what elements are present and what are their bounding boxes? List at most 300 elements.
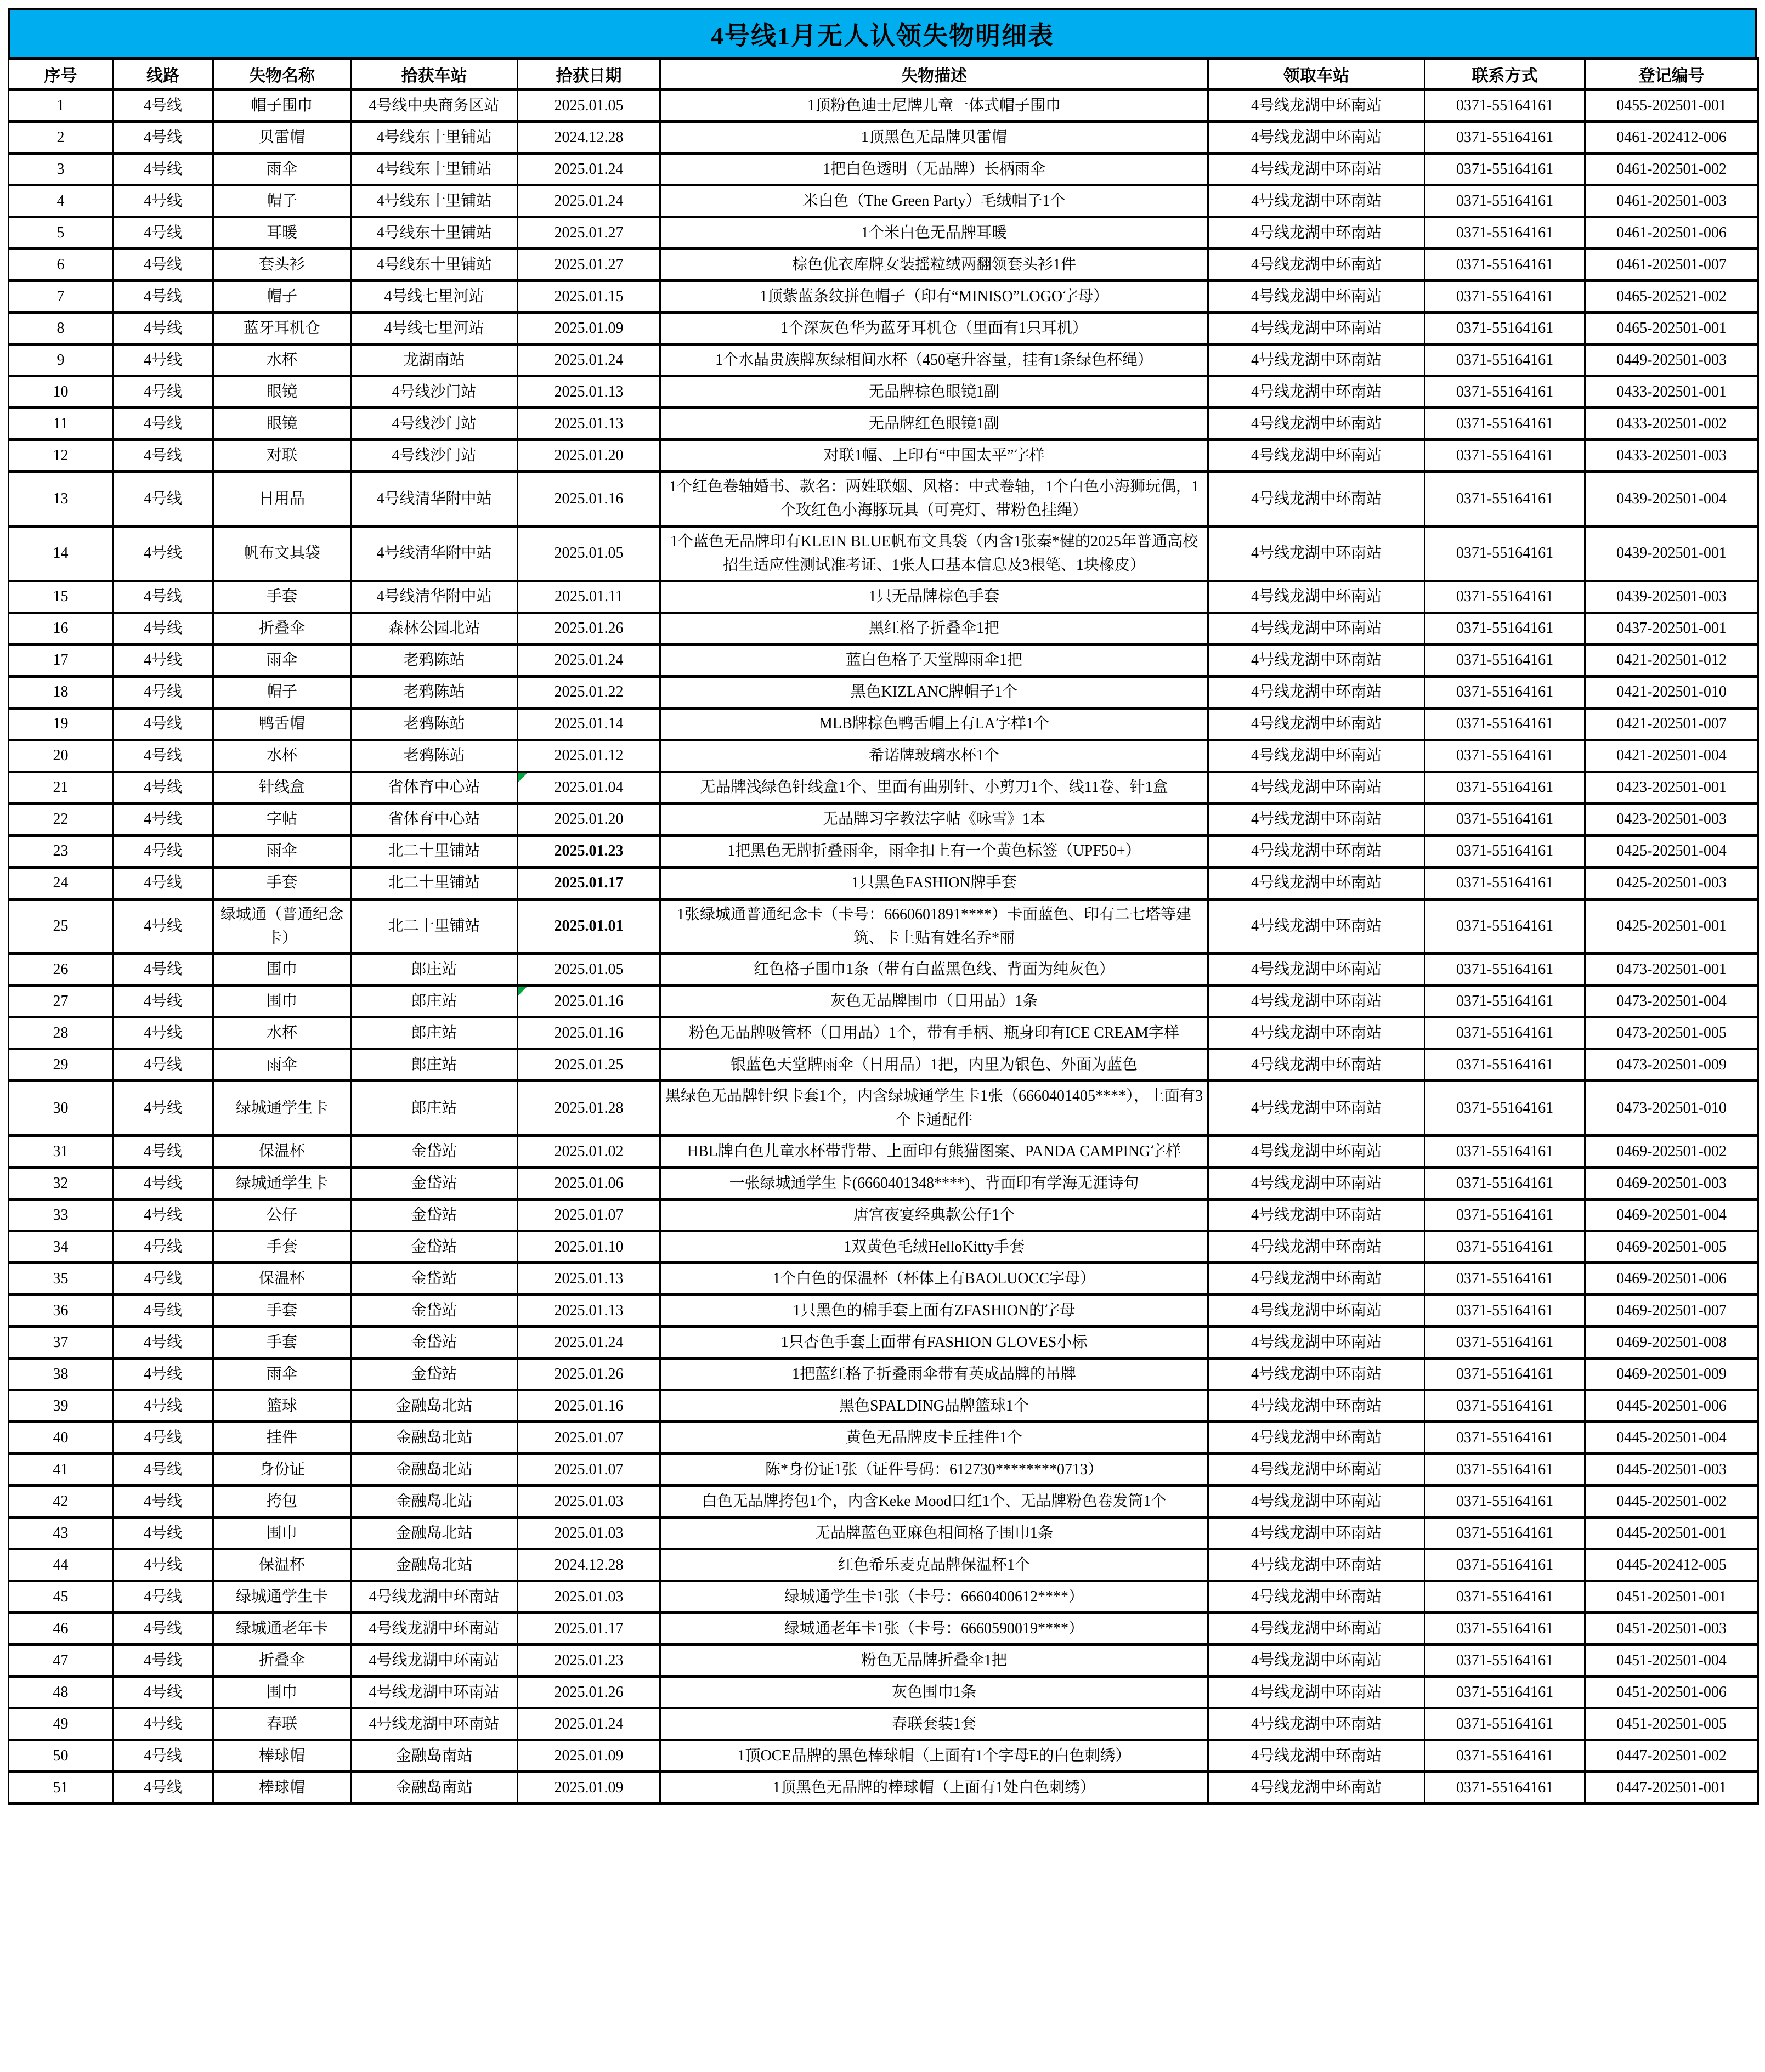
- cell-item-description: 无品牌蓝色亚麻色相间格子围巾1条: [660, 1518, 1208, 1549]
- cell-found-date: 2025.01.09: [518, 1772, 660, 1804]
- cell-registration-id: 0469-202501-006: [1585, 1263, 1758, 1295]
- cell-found-station: 金融岛南站: [351, 1740, 518, 1772]
- table-row: [9, 408, 1758, 440]
- cell-pickup-station: 4号线龙湖中环南站: [1208, 1518, 1425, 1549]
- cell-found-date: 2025.01.04: [518, 772, 660, 803]
- table-row: [9, 472, 1758, 527]
- cell-item-description: 1只黑色FASHION牌手套: [660, 867, 1208, 899]
- cell-item-name: 绿城通（普通纪念卡）: [213, 899, 351, 954]
- cell-found-station: 4号线清华附中站: [351, 472, 518, 527]
- lost-items-table: [8, 57, 1759, 1805]
- cell-item-name: 雨伞: [213, 154, 351, 185]
- cell-pickup-station: 4号线龙湖中环南站: [1208, 1390, 1425, 1422]
- cell-line: 4号线: [113, 154, 213, 185]
- cell-found-date: 2025.01.15: [518, 281, 660, 313]
- cell-registration-id: 0469-202501-009: [1585, 1358, 1758, 1390]
- cell-found-station: 郎庄站: [351, 954, 518, 986]
- cell-found-station: 4号线清华附中站: [351, 581, 518, 613]
- cell-found-date: 2025.01.16: [518, 1017, 660, 1049]
- cell-serial-number: 33: [9, 1199, 113, 1231]
- cell-pickup-station: 4号线龙湖中环南站: [1208, 772, 1425, 803]
- cell-registration-id: 0423-202501-001: [1585, 772, 1758, 803]
- cell-found-date: 2025.01.05: [518, 954, 660, 986]
- cell-item-name: 帽子: [213, 281, 351, 313]
- cell-item-name: 身份证: [213, 1454, 351, 1486]
- cell-pickup-station: 4号线龙湖中环南站: [1208, 281, 1425, 313]
- cell-registration-id: 0461-202501-006: [1585, 217, 1758, 249]
- cell-contact-phone: 0371-55164161: [1425, 835, 1585, 867]
- cell-found-station: 金岱站: [351, 1231, 518, 1263]
- cell-serial-number: 9: [9, 344, 113, 376]
- cell-item-name: 保温杯: [213, 1136, 351, 1168]
- table-row: [9, 1518, 1758, 1549]
- cell-line: 4号线: [113, 1422, 213, 1454]
- table-row: [9, 122, 1758, 154]
- table-row: [9, 772, 1758, 803]
- cell-found-date: 2025.01.02: [518, 1136, 660, 1168]
- table-row: [9, 1549, 1758, 1581]
- cell-line: 4号线: [113, 1740, 213, 1772]
- table-row: [9, 1613, 1758, 1645]
- table-row: [9, 740, 1758, 772]
- cell-line: 4号线: [113, 1677, 213, 1708]
- cell-pickup-station: 4号线龙湖中环南站: [1208, 1295, 1425, 1327]
- cell-item-name: 蓝牙耳机仓: [213, 313, 351, 344]
- cell-contact-phone: 0371-55164161: [1425, 1581, 1585, 1613]
- cell-line: 4号线: [113, 281, 213, 313]
- cell-serial-number: 46: [9, 1613, 113, 1645]
- cell-found-date: 2025.01.07: [518, 1422, 660, 1454]
- cell-line: 4号线: [113, 1581, 213, 1613]
- cell-contact-phone: 0371-55164161: [1425, 644, 1585, 676]
- cell-found-date: 2025.01.17: [518, 1613, 660, 1645]
- cell-pickup-station: 4号线龙湖中环南站: [1208, 1327, 1425, 1358]
- table-row: [9, 1295, 1758, 1327]
- cell-pickup-station: 4号线龙湖中环南站: [1208, 899, 1425, 954]
- cell-contact-phone: 0371-55164161: [1425, 899, 1585, 954]
- cell-item-name: 雨伞: [213, 644, 351, 676]
- table-row: [9, 1327, 1758, 1358]
- table-row: [9, 1422, 1758, 1454]
- cell-contact-phone: 0371-55164161: [1425, 440, 1585, 472]
- cell-registration-id: 0421-202501-010: [1585, 676, 1758, 708]
- cell-found-date: 2025.01.28: [518, 1081, 660, 1136]
- cell-pickup-station: 4号线龙湖中环南站: [1208, 803, 1425, 835]
- cell-registration-id: 0433-202501-002: [1585, 408, 1758, 440]
- cell-serial-number: 27: [9, 986, 113, 1017]
- cell-registration-id: 0455-202501-001: [1585, 90, 1758, 122]
- cell-line: 4号线: [113, 899, 213, 954]
- cell-contact-phone: 0371-55164161: [1425, 613, 1585, 644]
- cell-serial-number: 15: [9, 581, 113, 613]
- cell-pickup-station: 4号线龙湖中环南站: [1208, 740, 1425, 772]
- cell-line: 4号线: [113, 867, 213, 899]
- cell-serial-number: 30: [9, 1081, 113, 1136]
- cell-registration-id: 0469-202501-005: [1585, 1231, 1758, 1263]
- cell-found-station: 4号线东十里铺站: [351, 249, 518, 281]
- cell-contact-phone: 0371-55164161: [1425, 1677, 1585, 1708]
- cell-found-date: 2025.01.24: [518, 644, 660, 676]
- cell-item-description: 1个深灰色华为蓝牙耳机仓（里面有1只耳机）: [660, 313, 1208, 344]
- cell-pickup-station: 4号线龙湖中环南站: [1208, 440, 1425, 472]
- cell-registration-id: 0421-202501-012: [1585, 644, 1758, 676]
- cell-line: 4号线: [113, 526, 213, 581]
- cell-serial-number: 40: [9, 1422, 113, 1454]
- cell-item-description: 1把白色透明（无品牌）长柄雨伞: [660, 154, 1208, 185]
- table-row: [9, 376, 1758, 408]
- cell-found-station: 金岱站: [351, 1136, 518, 1168]
- cell-serial-number: 28: [9, 1017, 113, 1049]
- cell-found-date: 2025.01.06: [518, 1168, 660, 1199]
- cell-item-description: 银蓝色天堂牌雨伞（日用品）1把，内里为银色、外面为蓝色: [660, 1049, 1208, 1081]
- cell-serial-number: 3: [9, 154, 113, 185]
- cell-item-name: 水杯: [213, 740, 351, 772]
- cell-item-description: 1把黑色无牌折叠雨伞，雨伞扣上有一个黄色标签（UPF50+）: [660, 835, 1208, 867]
- cell-line: 4号线: [113, 772, 213, 803]
- cell-serial-number: 41: [9, 1454, 113, 1486]
- cell-serial-number: 44: [9, 1549, 113, 1581]
- cell-item-description: 黄色无品牌皮卡丘挂件1个: [660, 1422, 1208, 1454]
- cell-found-station: 省体育中心站: [351, 803, 518, 835]
- cell-pickup-station: 4号线龙湖中环南站: [1208, 835, 1425, 867]
- cell-registration-id: 0473-202501-009: [1585, 1049, 1758, 1081]
- cell-item-name: 围巾: [213, 1518, 351, 1549]
- cell-found-date: 2025.01.22: [518, 676, 660, 708]
- cell-contact-phone: 0371-55164161: [1425, 1708, 1585, 1740]
- cell-found-station: 金岱站: [351, 1295, 518, 1327]
- cell-item-description: 黑绿色无品牌针织卡套1个，内含绿城通学生卡1张（6660401405****），上面有3个卡通配件: [660, 1081, 1208, 1136]
- table-row: [9, 526, 1758, 581]
- cell-found-date: 2025.01.16: [518, 472, 660, 527]
- table-row: [9, 249, 1758, 281]
- cell-contact-phone: 0371-55164161: [1425, 526, 1585, 581]
- cell-item-name: 对联: [213, 440, 351, 472]
- cell-item-description: 一张绿城通学生卡(6660401348****)、背面印有学海无涯诗句: [660, 1168, 1208, 1199]
- cell-contact-phone: 0371-55164161: [1425, 1390, 1585, 1422]
- cell-found-date: 2025.01.13: [518, 1295, 660, 1327]
- cell-item-description: 灰色围巾1条: [660, 1677, 1208, 1708]
- cell-contact-phone: 0371-55164161: [1425, 1549, 1585, 1581]
- cell-found-station: 森林公园北站: [351, 613, 518, 644]
- cell-item-description: 1顶黑色无品牌的棒球帽（上面有1处白色刺绣）: [660, 1772, 1208, 1804]
- cell-found-station: 郎庄站: [351, 1049, 518, 1081]
- table-row: [9, 185, 1758, 217]
- cell-item-description: 1顶粉色迪士尼牌儿童一体式帽子围巾: [660, 90, 1208, 122]
- cell-registration-id: 0437-202501-001: [1585, 613, 1758, 644]
- cell-registration-id: 0425-202501-001: [1585, 899, 1758, 954]
- column-header-date: 拾获日期: [518, 59, 660, 90]
- cell-pickup-station: 4号线龙湖中环南站: [1208, 867, 1425, 899]
- cell-found-date: 2025.01.13: [518, 376, 660, 408]
- cell-found-date: 2025.01.05: [518, 526, 660, 581]
- cell-contact-phone: 0371-55164161: [1425, 676, 1585, 708]
- cell-item-name: 水杯: [213, 1017, 351, 1049]
- cell-line: 4号线: [113, 344, 213, 376]
- cell-found-date: 2025.01.24: [518, 1708, 660, 1740]
- table-row: [9, 1740, 1758, 1772]
- cell-contact-phone: 0371-55164161: [1425, 954, 1585, 986]
- cell-found-station: 金融岛北站: [351, 1454, 518, 1486]
- cell-item-name: 围巾: [213, 954, 351, 986]
- cell-found-station: 4号线东十里铺站: [351, 122, 518, 154]
- cell-item-name: 手套: [213, 581, 351, 613]
- cell-found-date: 2025.01.03: [518, 1518, 660, 1549]
- cell-registration-id: 0445-202501-004: [1585, 1422, 1758, 1454]
- cell-found-date: 2025.01.27: [518, 249, 660, 281]
- cell-contact-phone: 0371-55164161: [1425, 1231, 1585, 1263]
- cell-pickup-station: 4号线龙湖中环南站: [1208, 472, 1425, 527]
- cell-serial-number: 29: [9, 1049, 113, 1081]
- cell-registration-id: 0469-202501-008: [1585, 1327, 1758, 1358]
- cell-serial-number: 21: [9, 772, 113, 803]
- cell-found-station: 北二十里铺站: [351, 867, 518, 899]
- cell-registration-id: 0445-202501-003: [1585, 1454, 1758, 1486]
- cell-serial-number: 14: [9, 526, 113, 581]
- cell-serial-number: 16: [9, 613, 113, 644]
- cell-registration-id: 0451-202501-005: [1585, 1708, 1758, 1740]
- cell-serial-number: 2: [9, 122, 113, 154]
- cell-item-description: 红色希乐麦克品牌保温杯1个: [660, 1549, 1208, 1581]
- table-row: [9, 708, 1758, 740]
- cell-found-station: 老鸦陈站: [351, 708, 518, 740]
- cell-pickup-station: 4号线龙湖中环南站: [1208, 1422, 1425, 1454]
- cell-registration-id: 0445-202412-005: [1585, 1549, 1758, 1581]
- cell-item-description: 1双黄色毛绒HelloKitty手套: [660, 1231, 1208, 1263]
- cell-item-description: 无品牌棕色眼镜1副: [660, 376, 1208, 408]
- cell-contact-phone: 0371-55164161: [1425, 1613, 1585, 1645]
- cell-item-description: 粉色无品牌折叠伞1把: [660, 1645, 1208, 1677]
- column-header-reg: 登记编号: [1585, 59, 1758, 90]
- table-row: [9, 1645, 1758, 1677]
- cell-item-description: 1只黑色的棉手套上面有ZFASHION的字母: [660, 1295, 1208, 1327]
- cell-item-name: 雨伞: [213, 1049, 351, 1081]
- cell-item-name: 针线盒: [213, 772, 351, 803]
- cell-contact-phone: 0371-55164161: [1425, 1327, 1585, 1358]
- table-row: [9, 1581, 1758, 1613]
- cell-registration-id: 0473-202501-001: [1585, 954, 1758, 986]
- cell-serial-number: 5: [9, 217, 113, 249]
- cell-pickup-station: 4号线龙湖中环南站: [1208, 217, 1425, 249]
- cell-serial-number: 7: [9, 281, 113, 313]
- cell-contact-phone: 0371-55164161: [1425, 1049, 1585, 1081]
- cell-line: 4号线: [113, 803, 213, 835]
- cell-found-date: 2025.01.20: [518, 440, 660, 472]
- cell-item-name: 眼镜: [213, 376, 351, 408]
- cell-contact-phone: 0371-55164161: [1425, 1168, 1585, 1199]
- cell-found-station: 金融岛北站: [351, 1486, 518, 1518]
- cell-found-date: 2025.01.24: [518, 344, 660, 376]
- cell-pickup-station: 4号线龙湖中环南站: [1208, 249, 1425, 281]
- cell-item-description: 希诺牌玻璃水杯1个: [660, 740, 1208, 772]
- table-row: [9, 1677, 1758, 1708]
- table-row: [9, 217, 1758, 249]
- cell-found-station: 4号线龙湖中环南站: [351, 1645, 518, 1677]
- cell-line: 4号线: [113, 1049, 213, 1081]
- cell-pickup-station: 4号线龙湖中环南站: [1208, 1231, 1425, 1263]
- cell-registration-id: 0473-202501-004: [1585, 986, 1758, 1017]
- cell-item-description: 1张绿城通普通纪念卡（卡号：6660601891****）卡面蓝色、印有二七塔等建筑、卡上贴有姓名乔*丽: [660, 899, 1208, 954]
- cell-contact-phone: 0371-55164161: [1425, 1081, 1585, 1136]
- cell-registration-id: 0469-202501-003: [1585, 1168, 1758, 1199]
- cell-registration-id: 0465-202521-002: [1585, 281, 1758, 313]
- cell-registration-id: 0461-202501-003: [1585, 185, 1758, 217]
- cell-pickup-station: 4号线龙湖中环南站: [1208, 1049, 1425, 1081]
- cell-registration-id: 0439-202501-003: [1585, 581, 1758, 613]
- cell-pickup-station: 4号线龙湖中环南站: [1208, 1168, 1425, 1199]
- cell-contact-phone: 0371-55164161: [1425, 408, 1585, 440]
- cell-found-date: 2025.01.26: [518, 613, 660, 644]
- cell-pickup-station: 4号线龙湖中环南站: [1208, 1017, 1425, 1049]
- cell-line: 4号线: [113, 408, 213, 440]
- cell-line: 4号线: [113, 613, 213, 644]
- cell-line: 4号线: [113, 1549, 213, 1581]
- cell-contact-phone: 0371-55164161: [1425, 1263, 1585, 1295]
- cell-item-name: 绿城通学生卡: [213, 1168, 351, 1199]
- cell-registration-id: 0469-202501-004: [1585, 1199, 1758, 1231]
- table-row: [9, 613, 1758, 644]
- cell-line: 4号线: [113, 440, 213, 472]
- cell-pickup-station: 4号线龙湖中环南站: [1208, 526, 1425, 581]
- cell-contact-phone: 0371-55164161: [1425, 185, 1585, 217]
- cell-pickup-station: 4号线龙湖中环南站: [1208, 1486, 1425, 1518]
- cell-contact-phone: 0371-55164161: [1425, 90, 1585, 122]
- cell-pickup-station: 4号线龙湖中环南站: [1208, 1740, 1425, 1772]
- cell-registration-id: 0445-202501-001: [1585, 1518, 1758, 1549]
- cell-serial-number: 50: [9, 1740, 113, 1772]
- cell-item-description: 1顶紫蓝条纹拼色帽子（印有“MINISO”LOGO字母）: [660, 281, 1208, 313]
- cell-contact-phone: 0371-55164161: [1425, 1017, 1585, 1049]
- cell-item-name: 雨伞: [213, 835, 351, 867]
- cell-serial-number: 19: [9, 708, 113, 740]
- cell-found-date: 2025.01.26: [518, 1358, 660, 1390]
- cell-registration-id: 0461-202501-002: [1585, 154, 1758, 185]
- cell-found-date: 2025.01.03: [518, 1486, 660, 1518]
- cell-line: 4号线: [113, 313, 213, 344]
- cell-pickup-station: 4号线龙湖中环南站: [1208, 313, 1425, 344]
- cell-pickup-station: 4号线龙湖中环南站: [1208, 1677, 1425, 1708]
- cell-item-description: 1只无品牌棕色手套: [660, 581, 1208, 613]
- cell-found-station: 4号线东十里铺站: [351, 217, 518, 249]
- cell-item-description: 1个白色的保温杯（杯体上有BAOLUOCC字母）: [660, 1263, 1208, 1295]
- cell-item-description: 粉色无品牌吸管杯（日用品）1个，带有手柄、瓶身印有ICE CREAM字样: [660, 1017, 1208, 1049]
- cell-found-date: 2025.01.20: [518, 803, 660, 835]
- table-row: [9, 1486, 1758, 1518]
- cell-found-station: 郎庄站: [351, 1081, 518, 1136]
- cell-found-date: 2024.12.28: [518, 122, 660, 154]
- cell-found-date: 2025.01.24: [518, 154, 660, 185]
- cell-pickup-station: 4号线龙湖中环南站: [1208, 1081, 1425, 1136]
- cell-line: 4号线: [113, 1263, 213, 1295]
- cell-serial-number: 25: [9, 899, 113, 954]
- cell-pickup-station: 4号线龙湖中环南站: [1208, 708, 1425, 740]
- cell-line: 4号线: [113, 1390, 213, 1422]
- cell-serial-number: 1: [9, 90, 113, 122]
- cell-registration-id: 0473-202501-010: [1585, 1081, 1758, 1136]
- cell-item-description: 灰色无品牌围巾（日用品）1条: [660, 986, 1208, 1017]
- cell-found-station: 北二十里铺站: [351, 899, 518, 954]
- cell-serial-number: 4: [9, 185, 113, 217]
- cell-serial-number: 12: [9, 440, 113, 472]
- cell-found-station: 郎庄站: [351, 986, 518, 1017]
- cell-registration-id: 0425-202501-004: [1585, 835, 1758, 867]
- cell-found-date: 2025.01.23: [518, 835, 660, 867]
- cell-found-station: 金岱站: [351, 1327, 518, 1358]
- cell-found-station: 4号线中央商务区站: [351, 90, 518, 122]
- cell-found-date: 2025.01.17: [518, 867, 660, 899]
- cell-item-name: 绿城通老年卡: [213, 1613, 351, 1645]
- table-row: [9, 1358, 1758, 1390]
- cell-registration-id: 0445-202501-006: [1585, 1390, 1758, 1422]
- cell-registration-id: 0425-202501-003: [1585, 867, 1758, 899]
- table-row: [9, 676, 1758, 708]
- cell-item-name: 字帖: [213, 803, 351, 835]
- cell-pickup-station: 4号线龙湖中环南站: [1208, 1263, 1425, 1295]
- table-row: [9, 644, 1758, 676]
- cell-serial-number: 18: [9, 676, 113, 708]
- cell-line: 4号线: [113, 1772, 213, 1804]
- cell-serial-number: 45: [9, 1581, 113, 1613]
- cell-item-name: 鸭舌帽: [213, 708, 351, 740]
- cell-item-name: 围巾: [213, 986, 351, 1017]
- cell-serial-number: 24: [9, 867, 113, 899]
- cell-contact-phone: 0371-55164161: [1425, 867, 1585, 899]
- cell-found-date: 2025.01.26: [518, 1677, 660, 1708]
- cell-line: 4号线: [113, 986, 213, 1017]
- cell-found-station: 郎庄站: [351, 1017, 518, 1049]
- cell-serial-number: 34: [9, 1231, 113, 1263]
- cell-found-date: 2025.01.09: [518, 313, 660, 344]
- cell-item-name: 折叠伞: [213, 1645, 351, 1677]
- cell-found-station: 4号线龙湖中环南站: [351, 1581, 518, 1613]
- cell-line: 4号线: [113, 1231, 213, 1263]
- cell-item-name: 帽子围巾: [213, 90, 351, 122]
- cell-item-description: 黑红格子折叠伞1把: [660, 613, 1208, 644]
- cell-line: 4号线: [113, 122, 213, 154]
- cell-registration-id: 0451-202501-006: [1585, 1677, 1758, 1708]
- table-row: [9, 1168, 1758, 1199]
- cell-item-name: 挎包: [213, 1486, 351, 1518]
- cell-registration-id: 0447-202501-001: [1585, 1772, 1758, 1804]
- cell-found-date: 2025.01.13: [518, 1263, 660, 1295]
- cell-pickup-station: 4号线龙湖中环南站: [1208, 408, 1425, 440]
- cell-item-name: 围巾: [213, 1677, 351, 1708]
- table-row: [9, 344, 1758, 376]
- cell-contact-phone: 0371-55164161: [1425, 1199, 1585, 1231]
- cell-item-description: 1个水晶贵族牌灰绿相间水杯（450毫升容量，挂有1条绿色杯绳）: [660, 344, 1208, 376]
- cell-registration-id: 0451-202501-001: [1585, 1581, 1758, 1613]
- cell-found-station: 金岱站: [351, 1199, 518, 1231]
- cell-found-station: 金融岛北站: [351, 1390, 518, 1422]
- cell-registration-id: 0439-202501-001: [1585, 526, 1758, 581]
- column-header-pickup: 领取车站: [1208, 59, 1425, 90]
- cell-found-station: 金融岛北站: [351, 1518, 518, 1549]
- cell-item-name: 折叠伞: [213, 613, 351, 644]
- cell-found-date: 2025.01.03: [518, 1581, 660, 1613]
- cell-item-description: 绿城通学生卡1张（卡号：6660400612****）: [660, 1581, 1208, 1613]
- cell-found-date: 2025.01.13: [518, 408, 660, 440]
- cell-serial-number: 37: [9, 1327, 113, 1358]
- cell-contact-phone: 0371-55164161: [1425, 772, 1585, 803]
- cell-line: 4号线: [113, 1518, 213, 1549]
- table-row: [9, 581, 1758, 613]
- cell-item-description: HBL牌白色儿童水杯带背带、上面印有熊猫图案、PANDA CAMPING字样: [660, 1136, 1208, 1168]
- cell-contact-phone: 0371-55164161: [1425, 986, 1585, 1017]
- cell-serial-number: 8: [9, 313, 113, 344]
- cell-item-description: 1个蓝色无品牌印有KLEIN BLUE帆布文具袋（内含1张秦*健的2025年普通高校招生适应性测试准考证、1张人口基本信息及3根笔、1块橡皮）: [660, 526, 1208, 581]
- column-header-station: 拾获车站: [351, 59, 518, 90]
- cell-item-description: 1只杏色手套上面带有FASHION GLOVES小标: [660, 1327, 1208, 1358]
- table-row: [9, 1199, 1758, 1231]
